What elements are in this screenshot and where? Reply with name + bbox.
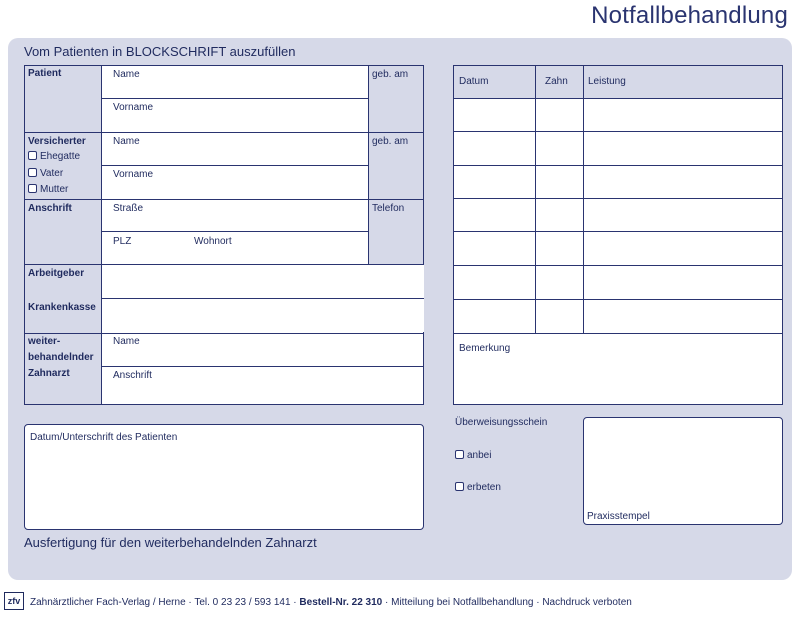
zahnarzt-anschrift-field[interactable]: Anschrift [113, 370, 152, 381]
vater-label: Vater [40, 168, 64, 179]
telefon-field[interactable]: Telefon [372, 203, 405, 214]
header-leistung: Leistung [588, 76, 626, 87]
zahnarzt-label-line2: behandelnder [28, 352, 94, 363]
plz-field[interactable]: PLZ [113, 236, 132, 247]
versicherter-label: Versicherter [28, 136, 86, 147]
vater-checkbox[interactable] [28, 168, 37, 177]
anbei-label: anbei [467, 450, 492, 461]
patient-geb-field[interactable]: geb. am [372, 69, 409, 80]
ausfertigung-note: Ausfertigung für den weiterbehandelnden Zahnarzt [24, 535, 317, 550]
versicherter-vorname-field[interactable]: Vorname [113, 169, 154, 180]
footer-publisher: Zahnärztlicher Fach-Verlag / Herne · Tel. 0 23 23 / 593 141 · [30, 597, 300, 608]
versicherter-geb-field[interactable]: geb. am [372, 136, 409, 147]
ueberweisung-label: Überweisungsschein [455, 417, 548, 428]
treatment-row[interactable] [454, 232, 782, 265]
ehegatte-label: Ehegatte [40, 151, 81, 162]
signature-label: Datum/Unterschrift des Patienten [30, 432, 178, 443]
erbeten-checkbox[interactable] [455, 482, 464, 491]
treatment-row[interactable] [454, 300, 782, 333]
form-title: Notfallbehandlung [591, 2, 788, 29]
anschrift-label: Anschrift [28, 203, 72, 214]
treatment-row[interactable] [454, 132, 782, 165]
patient-label: Patient [28, 68, 62, 79]
zahnarzt-label-line3: Zahnarzt [28, 368, 70, 379]
zahnarzt-name-field[interactable]: Name [113, 336, 140, 347]
krankenkasse-field[interactable] [102, 299, 424, 332]
header-datum: Datum [459, 76, 489, 87]
versicherter-name-field[interactable]: Name [113, 136, 140, 147]
bemerkung-label: Bemerkung [459, 343, 511, 354]
bemerkung-field[interactable] [454, 355, 782, 404]
zahnarzt-label-line1: weiter- [28, 336, 61, 347]
praxisstempel-box[interactable] [583, 417, 783, 525]
patient-name-field[interactable]: Name [113, 69, 140, 80]
arbeitgeber-label: Arbeitgeber [28, 268, 85, 279]
ehegatte-checkbox[interactable] [28, 151, 37, 160]
wohnort-field[interactable]: Wohnort [194, 236, 232, 247]
footer-note: · Mitteilung bei Notfallbehandlung · Nachdruck verboten [382, 597, 632, 608]
treatment-row[interactable] [454, 199, 782, 231]
zfv-logo: zfv [4, 592, 24, 610]
treatment-row[interactable] [454, 99, 782, 131]
erbeten-label: erbeten [467, 482, 501, 493]
arbeitgeber-field[interactable] [102, 265, 424, 298]
praxisstempel-label: Praxisstempel [587, 511, 650, 522]
footer-text [30, 597, 632, 608]
patient-vorname-field[interactable]: Vorname [113, 102, 154, 113]
mutter-label: Mutter [40, 184, 69, 195]
strasse-field[interactable]: Straße [113, 203, 144, 214]
instruction-text: Vom Patienten in BLOCKSCHRIFT auszufüllen [24, 44, 296, 59]
mutter-checkbox[interactable] [28, 184, 37, 193]
header-zahn: Zahn [545, 76, 568, 87]
anbei-checkbox[interactable] [455, 450, 464, 459]
krankenkasse-label: Krankenkasse [28, 302, 96, 313]
treatment-row[interactable] [454, 166, 782, 198]
footer-order-number: Bestell-Nr. 22 310 [299, 597, 383, 608]
treatment-row[interactable] [454, 266, 782, 299]
